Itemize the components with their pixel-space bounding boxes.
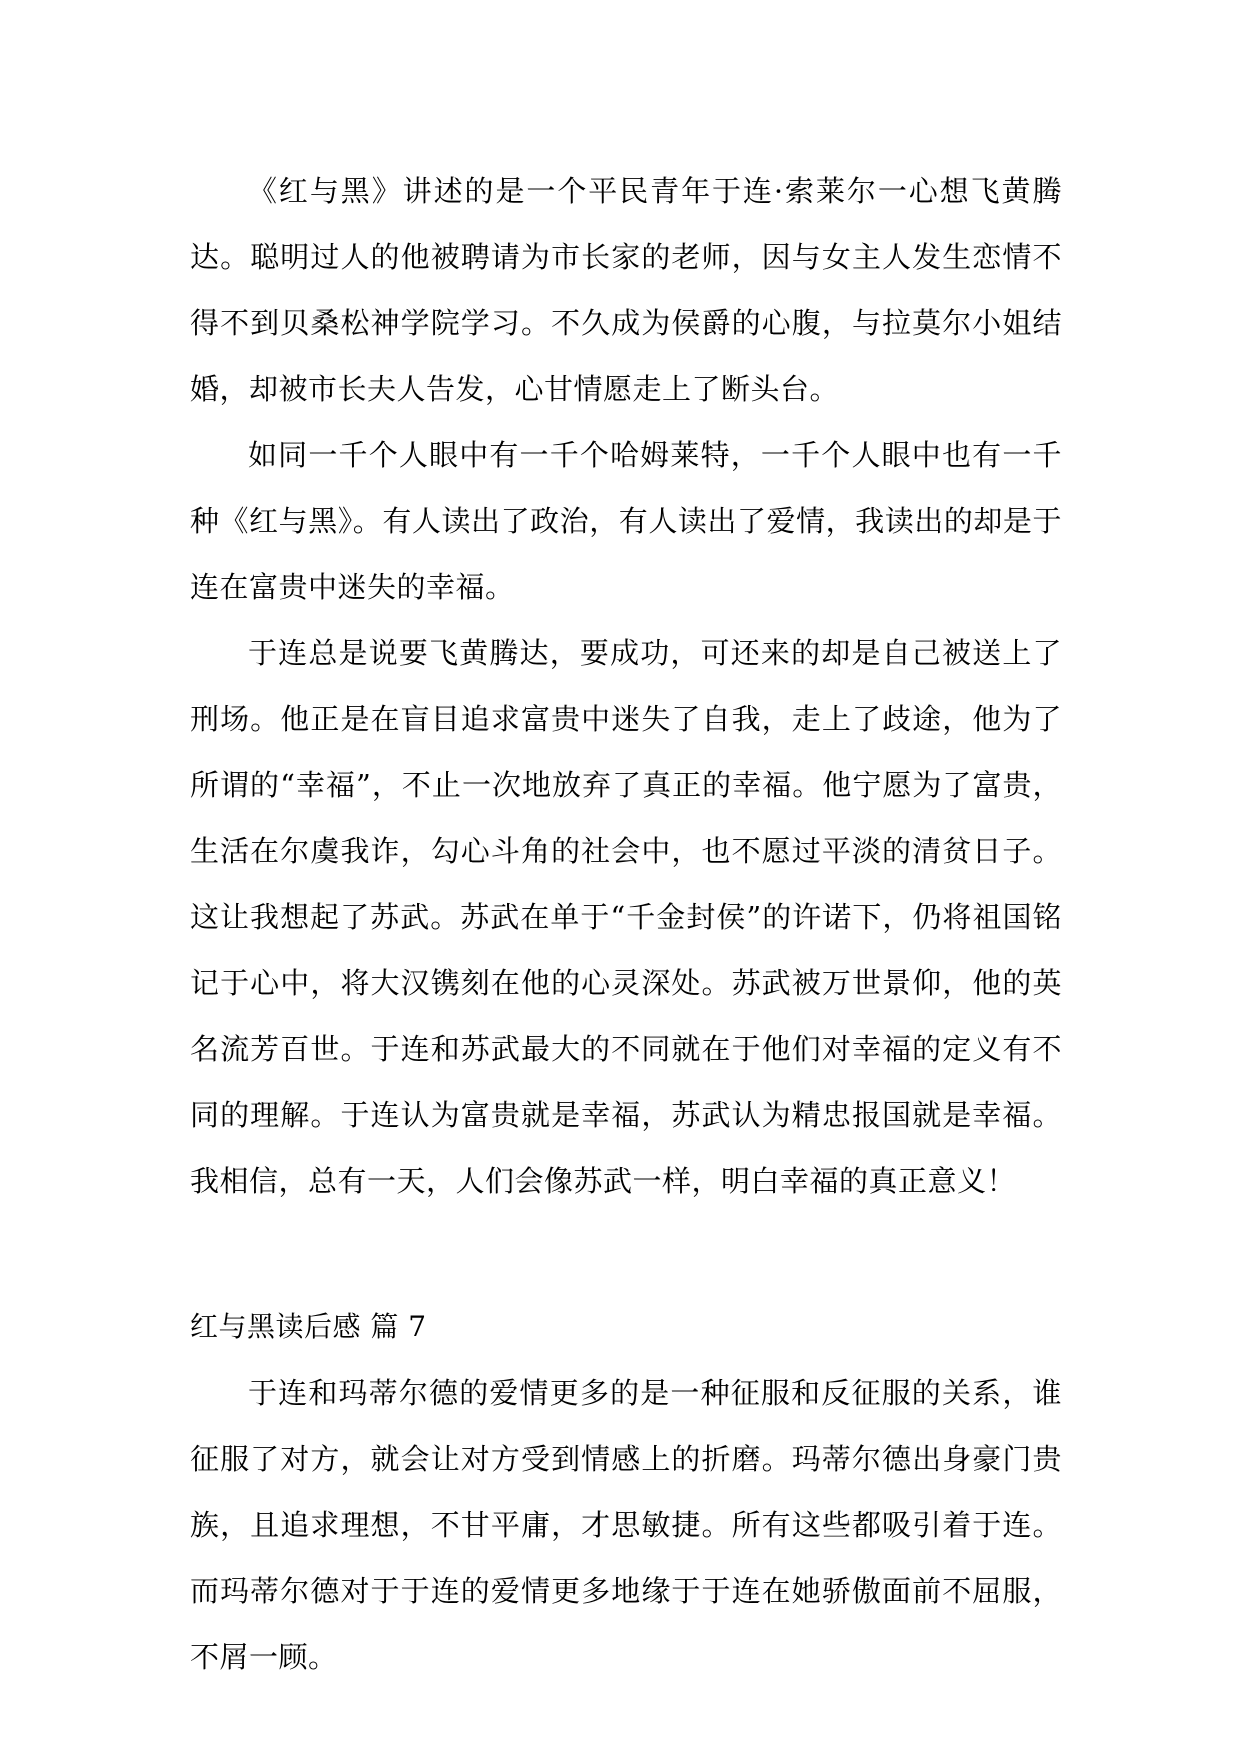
paragraph-interpretation: 如同一千个人眼中有一千个哈姆莱特，一千个人眼中也有一千种《红与黑》。有人读出了政治，有人读出了爱情，我读出的却是于连在富贵中迷失的幸福。	[190, 438, 1062, 604]
paragraph-summary: 《红与黑》讲述的是一个平民青年于连·索莱尔一心想飞黄腾达。聪明过人的他被聘请为市长家的老师，因与女主人发生恋情不得不到贝桑松神学院学习。不久成为侯爵的心腹，与拉莫尔小姐结婚，却被市长夫人告发，心甘情愿走上了断头台。	[190, 174, 1062, 406]
section-heading: 红与黑读后感 篇 7	[190, 1310, 427, 1343]
paragraph-reflection: 于连总是说要飞黄腾达，要成功，可还来的却是自己被送上了刑场。他正是在盲目追求富贵中迷失了自我，走上了歧途，他为了所谓的“幸福”，不止一次地放弃了真正的幸福。他宁愿为了富贵，生活在尔虞我诈，勾心斗角的社会中，也不愿过平淡的清贫日子。这让我想起了苏武。苏武在单于“千金封侯”的许诺下，仍将祖国铭记于心中，将大汉镌刻在他的心灵深处。苏武被万世景仰，他的英名流芳百世。于连和苏武最大的不同就在于他们对幸福的定义有不同的理解。于连认为富贵就是幸福，苏武认为精忠报国就是幸福。我相信，总有一天，人们会像苏武一样，明白幸福的真正意义！	[190, 636, 1062, 1198]
document-body	[190, 158, 1062, 1690]
paragraph-love-relationship: 于连和玛蒂尔德的爱情更多的是一种征服和反征服的关系，谁征服了对方，就会让对方受到情感上的折磨。玛蒂尔德出身豪门贵族，且追求理想，不甘平庸，才思敏捷。所有这些都吸引着于连。而玛蒂尔德对于于连的爱情更多地缘于于连在她骄傲面前不屈服，不屑一顾。	[190, 1376, 1062, 1674]
